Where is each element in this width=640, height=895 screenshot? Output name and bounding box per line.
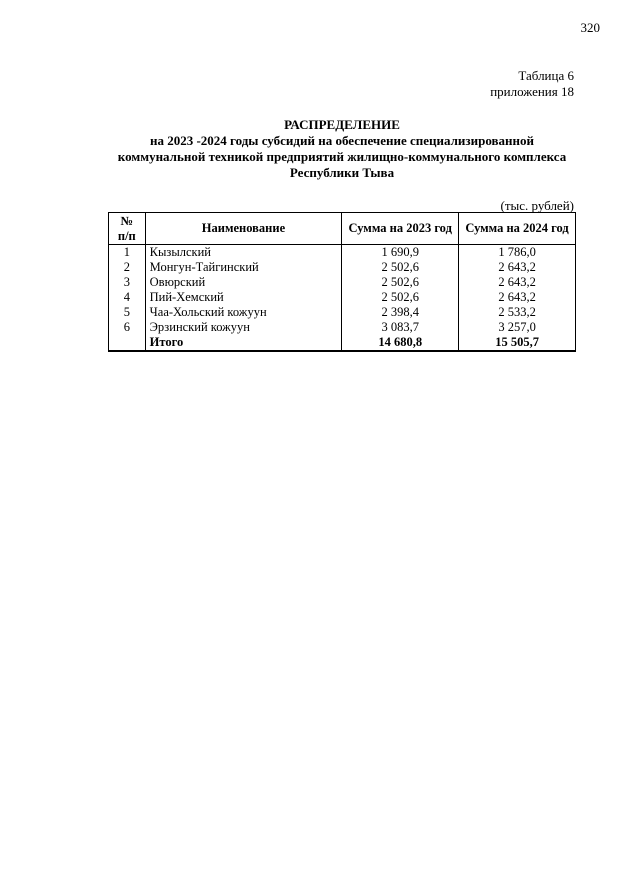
table-header-row — [109, 213, 576, 245]
distribution-table — [108, 212, 576, 352]
row-name: Пий-Хемский — [145, 290, 342, 305]
header-sum-2023: Сумма на 2023 год — [342, 213, 459, 245]
row-name: Чаа-Хольский кожуун — [145, 305, 342, 320]
row-name: Кызылский — [145, 245, 342, 261]
header-number-sign: № — [120, 213, 134, 228]
header-number-abbr: п/п — [117, 228, 136, 243]
row-name: Эрзинский кожуун — [145, 320, 342, 335]
row-sum-2024: 2 533,2 — [459, 305, 576, 320]
row-sum-2024: 3 257,0 — [459, 320, 576, 335]
title-line-1: на 2023 -2024 годы субсидий на обеспечение специализированной — [149, 133, 535, 148]
table-row — [109, 260, 576, 275]
row-number: 4 — [109, 290, 146, 305]
total-sum-2024: 15 505,7 — [459, 335, 576, 351]
header-number — [109, 213, 146, 245]
header-name: Наименование — [145, 213, 342, 245]
row-sum-2023: 2 398,4 — [342, 305, 459, 320]
row-sum-2024: 2 643,2 — [459, 260, 576, 275]
annex-appendix-label: приложения 18 — [490, 84, 574, 99]
title-line-3: Республики Тыва — [289, 165, 395, 180]
row-number: 2 — [109, 260, 146, 275]
row-name: Монгун-Тайгинский — [145, 260, 342, 275]
page-number: 320 — [580, 20, 600, 35]
row-sum-2024: 1 786,0 — [459, 245, 576, 261]
header-sum-2024: Сумма на 2024 год — [459, 213, 576, 245]
title-heading: РАСПРЕДЕЛЕНИЕ — [284, 117, 400, 132]
table-total-row — [109, 335, 576, 351]
row-sum-2023: 2 502,6 — [342, 290, 459, 305]
annex-reference — [490, 68, 574, 100]
total-sum-2023: 14 680,8 — [342, 335, 459, 351]
row-sum-2023: 2 502,6 — [342, 275, 459, 290]
table-row — [109, 245, 576, 261]
table-row — [109, 320, 576, 335]
table-row — [109, 290, 576, 305]
row-name: Овюрский — [145, 275, 342, 290]
document-title — [92, 117, 592, 181]
row-sum-2024: 2 643,2 — [459, 275, 576, 290]
table-row — [109, 305, 576, 320]
row-number: 6 — [109, 320, 146, 335]
row-sum-2023: 2 502,6 — [342, 260, 459, 275]
units-note: (тыс. рублей) — [500, 198, 574, 213]
row-sum-2023: 1 690,9 — [342, 245, 459, 261]
annex-table-label: Таблица 6 — [518, 68, 574, 83]
row-number: 1 — [109, 245, 146, 261]
row-number: 3 — [109, 275, 146, 290]
title-line-2: коммунальной техникой предприятий жилищно-коммунального комплекса — [117, 149, 567, 164]
table-row — [109, 275, 576, 290]
total-label: Итого — [145, 335, 342, 351]
row-number: 5 — [109, 305, 146, 320]
total-number — [109, 335, 146, 351]
row-sum-2023: 3 083,7 — [342, 320, 459, 335]
row-sum-2024: 2 643,2 — [459, 290, 576, 305]
